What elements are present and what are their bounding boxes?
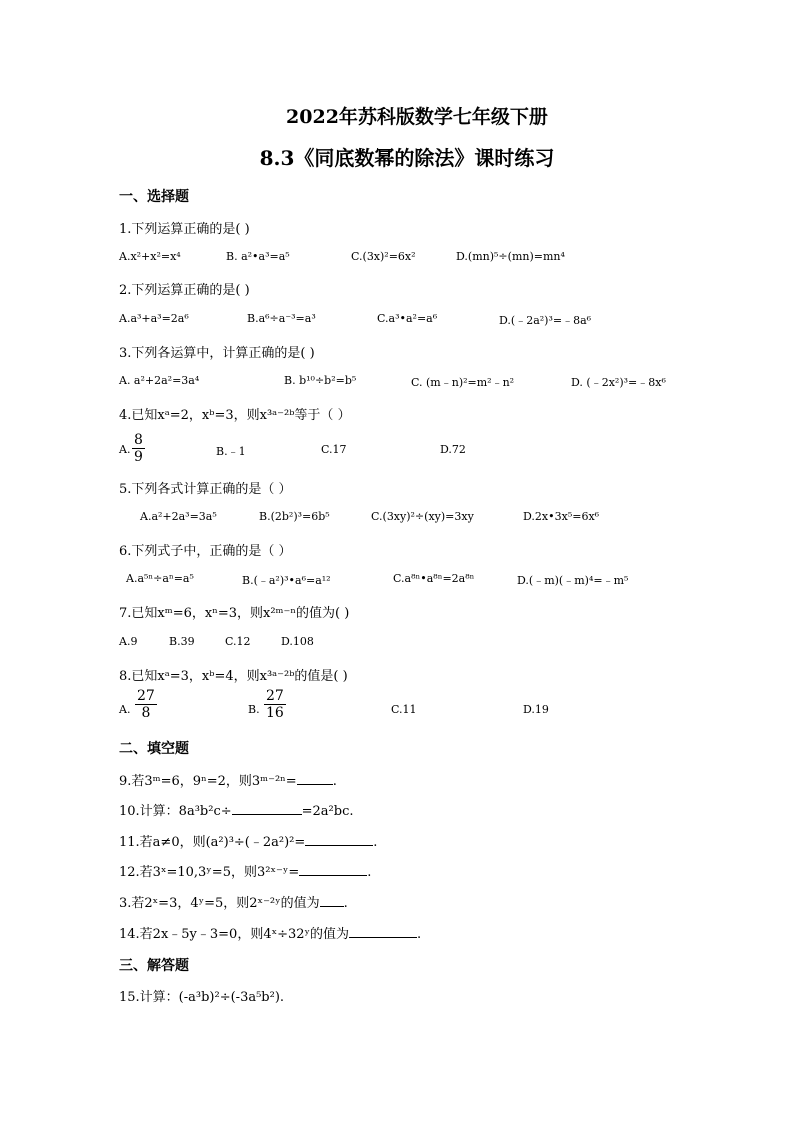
fraction-numerator: 8 (134, 432, 143, 448)
question-1-option-a: A.x²+x²=x⁴ (119, 250, 181, 263)
question-4-option-d: D.72 (440, 443, 466, 456)
answer-blank (320, 894, 344, 907)
question-7-option-b: B.39 (169, 635, 195, 648)
question-12 (119, 861, 371, 880)
question-10 (119, 800, 354, 819)
question-11-period: . (373, 835, 378, 850)
question-14-text: 14.若2x﹣5y﹣3=0，则4ˣ÷32ʸ的值为 (119, 927, 350, 942)
question-4-option-a-label: A. (119, 443, 131, 456)
question-8-option-b-fraction (264, 688, 286, 721)
answer-blank (299, 863, 367, 876)
section-heading-solve: 三、解答题 (119, 958, 189, 974)
question-6-option-b: B.(﹣a²)³•a⁶=a¹² (242, 574, 331, 587)
question-5-option-b: B.(2b²)³=6b⁵ (259, 510, 330, 523)
question-11 (119, 831, 377, 850)
answer-blank (297, 772, 333, 785)
question-3-option-d: D. (﹣2x²)³=﹣8x⁶ (571, 376, 666, 389)
question-3-option-a: A. a²+2a²=3a⁴ (119, 374, 200, 387)
question-13 (119, 892, 348, 911)
question-4-option-c: C.17 (321, 443, 347, 456)
answer-blank (305, 833, 373, 846)
question-2-option-b: B.a⁶÷a⁻³=a³ (247, 312, 316, 325)
fraction-denominator: 8 (135, 704, 157, 721)
question-9-text: 9.若3ᵐ=6，9ⁿ=2，则3ᵐ⁻²ⁿ= (119, 774, 297, 789)
question-5-option-c: C.(3xy)²÷(xy)=3xy (371, 510, 474, 523)
question-9-period: . (332, 774, 337, 789)
question-11-text: 11.若a≠0，则(a²)³÷(﹣2a²)²= (119, 835, 306, 850)
worksheet-title: 2022年苏科版数学七年级下册 (286, 106, 548, 128)
question-12-period: . (367, 865, 372, 880)
fraction-denominator: 16 (266, 705, 284, 721)
question-8-option-c: C.11 (391, 703, 417, 716)
question-13-text: 3.若2ˣ=3，4ʸ=5，则2ˣ⁻²ʸ的值为 (119, 896, 320, 911)
question-1-option-d: D.(mn)⁵÷(mn)=mn⁴ (456, 250, 565, 263)
question-4-option-a-fraction (132, 432, 145, 465)
question-1-option-c: C.(3x)²=6x² (351, 250, 416, 263)
fraction-denominator: 9 (134, 449, 143, 465)
question-5-option-d: D.2x•3x⁵=6x⁶ (523, 510, 600, 523)
question-1-option-b: B. a²•a³=a⁵ (226, 250, 290, 263)
question-7-option-a: A.9 (119, 635, 138, 648)
section-heading-fill-blank: 二、填空题 (119, 741, 189, 757)
question-8-option-b-label: B. (248, 703, 260, 716)
question-3-option-c: C. (m﹣n)²=m²﹣n² (411, 376, 515, 389)
question-6-option-d: D.(﹣m)(﹣m)⁴=﹣m⁵ (517, 574, 629, 587)
answer-blank (232, 802, 302, 815)
question-1-stem: 1.下列运算正确的是( ) (119, 222, 250, 237)
question-2-option-d: D.(﹣2a²)³=﹣8a⁶ (499, 314, 592, 327)
question-12-text: 12.若3ˣ=10,3ʸ=5，则3²ˣ⁻ʸ= (119, 865, 300, 880)
answer-blank (349, 925, 417, 938)
question-10-text: 10.计算：8a³b²c÷ (119, 804, 232, 819)
question-2-stem: 2.下列运算正确的是( ) (119, 283, 250, 298)
question-5-stem: 5.下列各式计算正确的是（ ） (119, 482, 292, 497)
question-14 (119, 923, 421, 942)
question-8-stem: 8.已知xᵃ=3，xᵇ=4，则x³ᵃ⁻²ᵇ的值是( ) (119, 669, 348, 684)
question-14-period: . (417, 927, 422, 942)
question-10-result: =2a²bc. (301, 804, 354, 819)
question-4-option-b: B.﹣1 (216, 445, 246, 458)
question-2-option-a: A.a³+a³=2a⁶ (119, 312, 189, 325)
question-9 (119, 770, 337, 789)
fraction-numerator: 27 (266, 688, 284, 704)
question-8-option-d: D.19 (523, 703, 549, 716)
section-heading-choice: 一、选择题 (119, 189, 189, 205)
question-7-option-c: C.12 (225, 635, 251, 648)
question-7-option-d: D.108 (281, 635, 314, 648)
question-3-stem: 3.下列各运算中，计算正确的是( ) (119, 346, 315, 361)
question-8-option-a-fraction (135, 688, 157, 721)
question-4-stem: 4.已知xᵃ=2，xᵇ=3，则x³ᵃ⁻²ᵇ等于（ ） (119, 408, 351, 423)
question-7-stem: 7.已知xᵐ=6，xⁿ=3，则x²ᵐ⁻ⁿ的值为( ) (119, 606, 350, 621)
question-15: 15.计算：(-a³b)²÷(-3a⁵b²). (119, 990, 285, 1005)
question-13-period: . (343, 896, 348, 911)
question-6-option-a: A.a⁵ⁿ÷aⁿ=a⁵ (126, 572, 194, 585)
fraction-numerator: 27 (137, 688, 155, 704)
question-6-option-c: C.a⁸ⁿ•a⁸ⁿ=2a⁸ⁿ (393, 572, 475, 585)
question-6-stem: 6.下列式子中，正确的是（ ） (119, 544, 292, 559)
question-3-option-b: B. b¹⁰÷b²=b⁵ (284, 374, 357, 387)
question-2-option-c: C.a³•a²=a⁶ (377, 312, 438, 325)
worksheet-subtitle: 8.3《同底数幂的除法》课时练习 (259, 146, 555, 170)
question-8-option-a-label: A. (119, 703, 131, 716)
question-5-option-a: A.a²+2a³=3a⁵ (140, 510, 217, 523)
